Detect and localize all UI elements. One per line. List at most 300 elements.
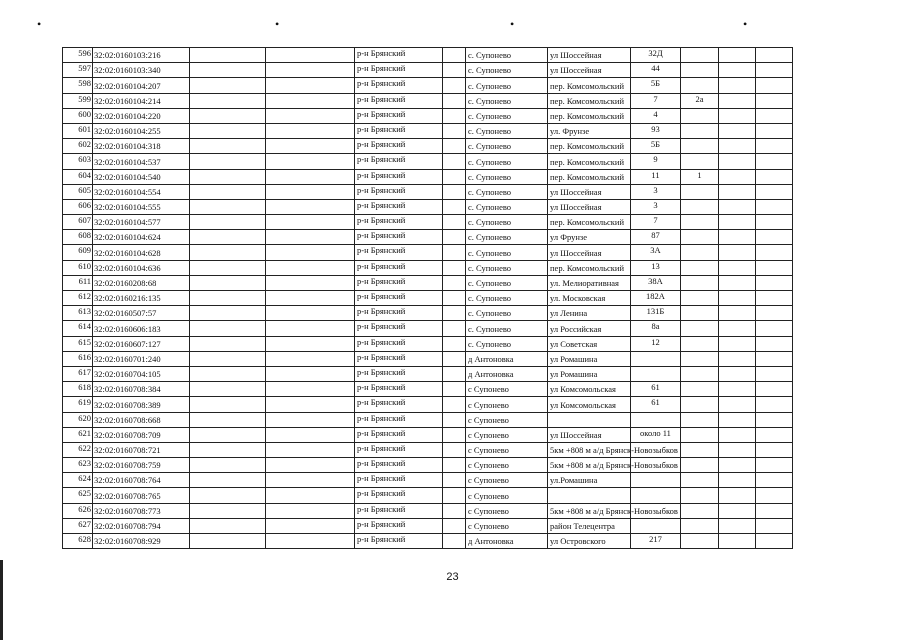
empty-cell [719, 336, 756, 351]
empty-cell [266, 93, 355, 108]
district-cell: р-н Брянский [355, 518, 443, 533]
empty-cell [190, 48, 266, 63]
empty-cell [756, 184, 793, 199]
empty-cell [190, 503, 266, 518]
row-number: 622 [63, 442, 93, 457]
empty-cell [443, 442, 466, 457]
cadastral-number: 32:02:0160708:384 [93, 382, 190, 397]
table-row [63, 169, 793, 184]
empty-cell [266, 473, 355, 488]
settlement-cell: с. Супонево [466, 321, 548, 336]
cadastral-number: 32:02:0160104:555 [93, 199, 190, 214]
settlement-cell: с. Супонево [466, 215, 548, 230]
empty-cell [190, 78, 266, 93]
row-number: 619 [63, 397, 93, 412]
empty-cell [443, 488, 466, 503]
settlement-cell: с Супонево [466, 503, 548, 518]
empty-cell [756, 458, 793, 473]
empty-cell [190, 382, 266, 397]
district-cell: р-н Брянский [355, 306, 443, 321]
building-cell [681, 412, 719, 427]
cadastral-number: 32:02:0160708:709 [93, 427, 190, 442]
row-number: 611 [63, 275, 93, 290]
empty-cell [756, 473, 793, 488]
settlement-cell: с. Супонево [466, 63, 548, 78]
empty-cell [756, 108, 793, 123]
empty-cell [443, 93, 466, 108]
empty-cell [719, 321, 756, 336]
table-row [63, 230, 793, 245]
empty-cell [443, 503, 466, 518]
empty-cell [719, 291, 756, 306]
table-row [63, 458, 793, 473]
table-row [63, 306, 793, 321]
table-row [63, 154, 793, 169]
empty-cell [266, 199, 355, 214]
settlement-cell: с. Супонево [466, 306, 548, 321]
empty-cell [190, 63, 266, 78]
empty-cell [190, 215, 266, 230]
empty-cell [443, 291, 466, 306]
table-row [63, 488, 793, 503]
street-cell: 5км +808 м а/д Брянск-Новозыбков [548, 458, 631, 473]
table-row [63, 336, 793, 351]
empty-cell [756, 427, 793, 442]
empty-cell [190, 93, 266, 108]
empty-cell [756, 78, 793, 93]
empty-cell [443, 63, 466, 78]
empty-cell [190, 488, 266, 503]
cadastral-number: 32:02:0160708:668 [93, 412, 190, 427]
empty-cell [443, 518, 466, 533]
settlement-cell: с. Супонево [466, 139, 548, 154]
empty-cell [756, 306, 793, 321]
empty-cell [443, 458, 466, 473]
table-row [63, 184, 793, 199]
table-row [63, 427, 793, 442]
empty-cell [719, 351, 756, 366]
district-cell: р-н Брянский [355, 93, 443, 108]
settlement-cell: с. Супонево [466, 275, 548, 290]
empty-cell [266, 291, 355, 306]
empty-cell [756, 48, 793, 63]
building-cell [681, 108, 719, 123]
building-cell: 2а [681, 93, 719, 108]
settlement-cell: с. Супонево [466, 108, 548, 123]
table-row [63, 351, 793, 366]
street-cell: пер. Комсомольский [548, 169, 631, 184]
street-cell: ул Российская [548, 321, 631, 336]
row-number: 596 [63, 48, 93, 63]
empty-cell [443, 245, 466, 260]
street-cell: ул Шоссейная [548, 427, 631, 442]
street-cell: ул Шоссейная [548, 184, 631, 199]
street-cell: ул Ромашина [548, 351, 631, 366]
empty-cell [190, 154, 266, 169]
empty-cell [443, 351, 466, 366]
empty-cell [719, 215, 756, 230]
row-number: 598 [63, 78, 93, 93]
building-cell [681, 366, 719, 381]
street-cell: ул Шоссейная [548, 63, 631, 78]
empty-cell [719, 397, 756, 412]
district-cell: р-н Брянский [355, 397, 443, 412]
empty-cell [190, 458, 266, 473]
building-cell [681, 139, 719, 154]
district-cell: р-н Брянский [355, 534, 443, 549]
cadastral-number: 32:02:0160708:721 [93, 442, 190, 457]
building-cell [681, 291, 719, 306]
empty-cell [266, 442, 355, 457]
district-cell: р-н Брянский [355, 382, 443, 397]
row-number: 614 [63, 321, 93, 336]
table-row [63, 412, 793, 427]
row-number: 617 [63, 366, 93, 381]
street-cell: пер. Комсомольский [548, 139, 631, 154]
settlement-cell: с. Супонево [466, 78, 548, 93]
empty-cell [719, 139, 756, 154]
empty-cell [756, 442, 793, 457]
empty-cell [266, 275, 355, 290]
empty-cell [190, 184, 266, 199]
empty-cell [190, 397, 266, 412]
district-cell: р-н Брянский [355, 473, 443, 488]
building-cell [681, 230, 719, 245]
table-row [63, 108, 793, 123]
empty-cell [266, 215, 355, 230]
house-cell: 11 [631, 169, 681, 184]
district-cell: р-н Брянский [355, 260, 443, 275]
building-cell [681, 518, 719, 533]
district-cell: р-н Брянский [355, 78, 443, 93]
empty-cell [266, 306, 355, 321]
empty-cell [266, 154, 355, 169]
empty-cell [443, 139, 466, 154]
settlement-cell: с. Супонево [466, 336, 548, 351]
empty-cell [266, 382, 355, 397]
empty-cell [756, 123, 793, 138]
empty-cell [443, 108, 466, 123]
settlement-cell: с. Супонево [466, 48, 548, 63]
street-cell: ул Шоссейная [548, 199, 631, 214]
settlement-cell: с. Супонево [466, 230, 548, 245]
empty-cell [756, 154, 793, 169]
empty-cell [756, 291, 793, 306]
settlement-cell: с Супонево [466, 427, 548, 442]
district-cell: р-н Брянский [355, 48, 443, 63]
cadastral-number: 32:02:0160607:127 [93, 336, 190, 351]
cadastral-number: 32:02:0160104:318 [93, 139, 190, 154]
empty-cell [266, 63, 355, 78]
empty-cell [443, 306, 466, 321]
house-cell: 3 [631, 199, 681, 214]
building-cell [681, 427, 719, 442]
empty-cell [756, 518, 793, 533]
empty-cell [190, 427, 266, 442]
row-number: 607 [63, 215, 93, 230]
empty-cell [266, 169, 355, 184]
house-cell [631, 412, 681, 427]
empty-cell [719, 230, 756, 245]
empty-cell [719, 275, 756, 290]
empty-cell [756, 199, 793, 214]
settlement-cell: с. Супонево [466, 260, 548, 275]
empty-cell [266, 139, 355, 154]
row-number: 626 [63, 503, 93, 518]
settlement-cell: с. Супонево [466, 199, 548, 214]
cadastral-number: 32:02:0160708:773 [93, 503, 190, 518]
building-cell [681, 351, 719, 366]
empty-cell [443, 427, 466, 442]
building-cell [681, 48, 719, 63]
empty-cell [719, 503, 756, 518]
empty-cell [266, 230, 355, 245]
cadastral-number: 32:02:0160216:135 [93, 291, 190, 306]
empty-cell [190, 336, 266, 351]
district-cell: р-н Брянский [355, 503, 443, 518]
table-row [63, 473, 793, 488]
cadastral-number: 32:02:0160701:240 [93, 351, 190, 366]
settlement-cell: с Супонево [466, 442, 548, 457]
cadastral-number: 32:02:0160104:628 [93, 245, 190, 260]
table-row [63, 199, 793, 214]
empty-cell [190, 291, 266, 306]
empty-cell [266, 336, 355, 351]
empty-cell [443, 169, 466, 184]
empty-cell [756, 336, 793, 351]
settlement-cell: с Супонево [466, 397, 548, 412]
house-cell: 5Б [631, 139, 681, 154]
cadastral-number: 32:02:0160104:537 [93, 154, 190, 169]
row-number: 606 [63, 199, 93, 214]
table-row [63, 245, 793, 260]
district-cell: р-н Брянский [355, 275, 443, 290]
district-cell: р-н Брянский [355, 291, 443, 306]
building-cell [681, 321, 719, 336]
empty-cell [266, 518, 355, 533]
district-cell: р-н Брянский [355, 351, 443, 366]
street-cell: ул Шоссейная [548, 48, 631, 63]
building-cell [681, 336, 719, 351]
street-cell [548, 488, 631, 503]
house-cell: 8а [631, 321, 681, 336]
cadastral-number: 32:02:0160708:794 [93, 518, 190, 533]
table-row [63, 139, 793, 154]
table-row [63, 442, 793, 457]
street-cell: 5км +808 м а/д Брянск-Новозыбков [548, 503, 631, 518]
empty-cell [266, 427, 355, 442]
table-row [63, 321, 793, 336]
district-cell: р-н Брянский [355, 442, 443, 457]
empty-cell [443, 366, 466, 381]
header-mark: • [743, 17, 748, 31]
empty-cell [443, 321, 466, 336]
empty-cell [266, 260, 355, 275]
building-cell [681, 123, 719, 138]
house-cell [631, 518, 681, 533]
district-cell: р-н Брянский [355, 321, 443, 336]
page-number: 23 [446, 571, 459, 583]
empty-cell [190, 473, 266, 488]
settlement-cell: с. Супонево [466, 184, 548, 199]
cadastral-number: 32:02:0160708:764 [93, 473, 190, 488]
row-number: 612 [63, 291, 93, 306]
house-cell: 9 [631, 154, 681, 169]
empty-cell [719, 108, 756, 123]
row-number: 627 [63, 518, 93, 533]
district-cell: р-н Брянский [355, 108, 443, 123]
empty-cell [443, 154, 466, 169]
building-cell [681, 458, 719, 473]
settlement-cell: с Супонево [466, 458, 548, 473]
row-number: 608 [63, 230, 93, 245]
table-row [63, 518, 793, 533]
settlement-cell: с Супонево [466, 518, 548, 533]
district-cell: р-н Брянский [355, 230, 443, 245]
empty-cell [756, 534, 793, 549]
empty-cell [443, 473, 466, 488]
house-cell: 32Д [631, 48, 681, 63]
district-cell: р-н Брянский [355, 412, 443, 427]
empty-cell [443, 275, 466, 290]
street-cell: ул. Московская [548, 291, 631, 306]
empty-cell [190, 412, 266, 427]
house-cell: 13 [631, 260, 681, 275]
empty-cell [756, 351, 793, 366]
settlement-cell: с. Супонево [466, 154, 548, 169]
table-row [63, 291, 793, 306]
house-cell: 44 [631, 63, 681, 78]
header-mark: • [37, 17, 42, 31]
street-cell: ул Фрунзе [548, 230, 631, 245]
house-cell: 93 [631, 123, 681, 138]
building-cell [681, 275, 719, 290]
empty-cell [719, 78, 756, 93]
house-cell [631, 488, 681, 503]
empty-cell [756, 412, 793, 427]
house-cell: 217 [631, 534, 681, 549]
settlement-cell: д Антоновка [466, 351, 548, 366]
row-number: 623 [63, 458, 93, 473]
cadastral-number: 32:02:0160704:105 [93, 366, 190, 381]
cadastral-number: 32:02:0160103:340 [93, 63, 190, 78]
cadastral-number: 32:02:0160708:389 [93, 397, 190, 412]
empty-cell [719, 154, 756, 169]
street-cell: район Телецентра [548, 518, 631, 533]
empty-cell [756, 503, 793, 518]
empty-cell [719, 169, 756, 184]
street-cell: пер. Комсомольский [548, 78, 631, 93]
empty-cell [266, 321, 355, 336]
district-cell: р-н Брянский [355, 169, 443, 184]
empty-cell [756, 230, 793, 245]
street-cell: ул. Фрунзе [548, 123, 631, 138]
table-row [63, 366, 793, 381]
building-cell [681, 260, 719, 275]
building-cell [681, 184, 719, 199]
empty-cell [266, 488, 355, 503]
empty-cell [190, 139, 266, 154]
empty-cell [719, 63, 756, 78]
building-cell [681, 488, 719, 503]
empty-cell [443, 48, 466, 63]
cadastral-number: 32:02:0160708:759 [93, 458, 190, 473]
empty-cell [719, 245, 756, 260]
empty-cell [443, 397, 466, 412]
empty-cell [719, 488, 756, 503]
empty-cell [266, 397, 355, 412]
house-cell: 3 [631, 184, 681, 199]
cadastral-number: 32:02:0160606:183 [93, 321, 190, 336]
empty-cell [190, 306, 266, 321]
settlement-cell: с. Супонево [466, 123, 548, 138]
row-number: 628 [63, 534, 93, 549]
cadastral-number: 32:02:0160104:220 [93, 108, 190, 123]
settlement-cell: д Антоновка [466, 534, 548, 549]
empty-cell [266, 48, 355, 63]
row-number: 600 [63, 108, 93, 123]
district-cell: р-н Брянский [355, 488, 443, 503]
street-cell: ул Шоссейная [548, 245, 631, 260]
settlement-cell: д Антоновка [466, 366, 548, 381]
building-cell [681, 154, 719, 169]
street-cell: ул Ленина [548, 306, 631, 321]
empty-cell [266, 108, 355, 123]
building-cell [681, 382, 719, 397]
street-cell: ул. Мелиоративная [548, 275, 631, 290]
table-row [63, 63, 793, 78]
table-row [63, 215, 793, 230]
district-cell: р-н Брянский [355, 63, 443, 78]
empty-cell [719, 518, 756, 533]
house-cell: 182А [631, 291, 681, 306]
table-row [63, 123, 793, 138]
empty-cell [443, 230, 466, 245]
table-row [63, 382, 793, 397]
empty-cell [719, 442, 756, 457]
empty-cell [719, 260, 756, 275]
settlement-cell: с Супонево [466, 382, 548, 397]
cadastral-number: 32:02:0160104:624 [93, 230, 190, 245]
street-cell: пер. Комсомольский [548, 108, 631, 123]
house-cell: 4 [631, 108, 681, 123]
row-number: 605 [63, 184, 93, 199]
house-cell [631, 473, 681, 488]
settlement-cell: с. Супонево [466, 245, 548, 260]
building-cell [681, 442, 719, 457]
empty-cell [443, 215, 466, 230]
building-cell [681, 78, 719, 93]
house-cell: 3А [631, 245, 681, 260]
header-mark: • [275, 17, 280, 31]
empty-cell [266, 503, 355, 518]
empty-cell [190, 169, 266, 184]
street-cell: ул Комсомольская [548, 397, 631, 412]
empty-cell [756, 245, 793, 260]
empty-cell [266, 412, 355, 427]
house-cell: 7 [631, 93, 681, 108]
street-cell: пер. Комсомольский [548, 215, 631, 230]
district-cell: р-н Брянский [355, 245, 443, 260]
row-number: 613 [63, 306, 93, 321]
cadastral-number: 32:02:0160103:216 [93, 48, 190, 63]
empty-cell [266, 123, 355, 138]
district-cell: р-н Брянский [355, 154, 443, 169]
empty-cell [190, 108, 266, 123]
street-cell [548, 412, 631, 427]
street-cell: ул Советская [548, 336, 631, 351]
row-number: 599 [63, 93, 93, 108]
